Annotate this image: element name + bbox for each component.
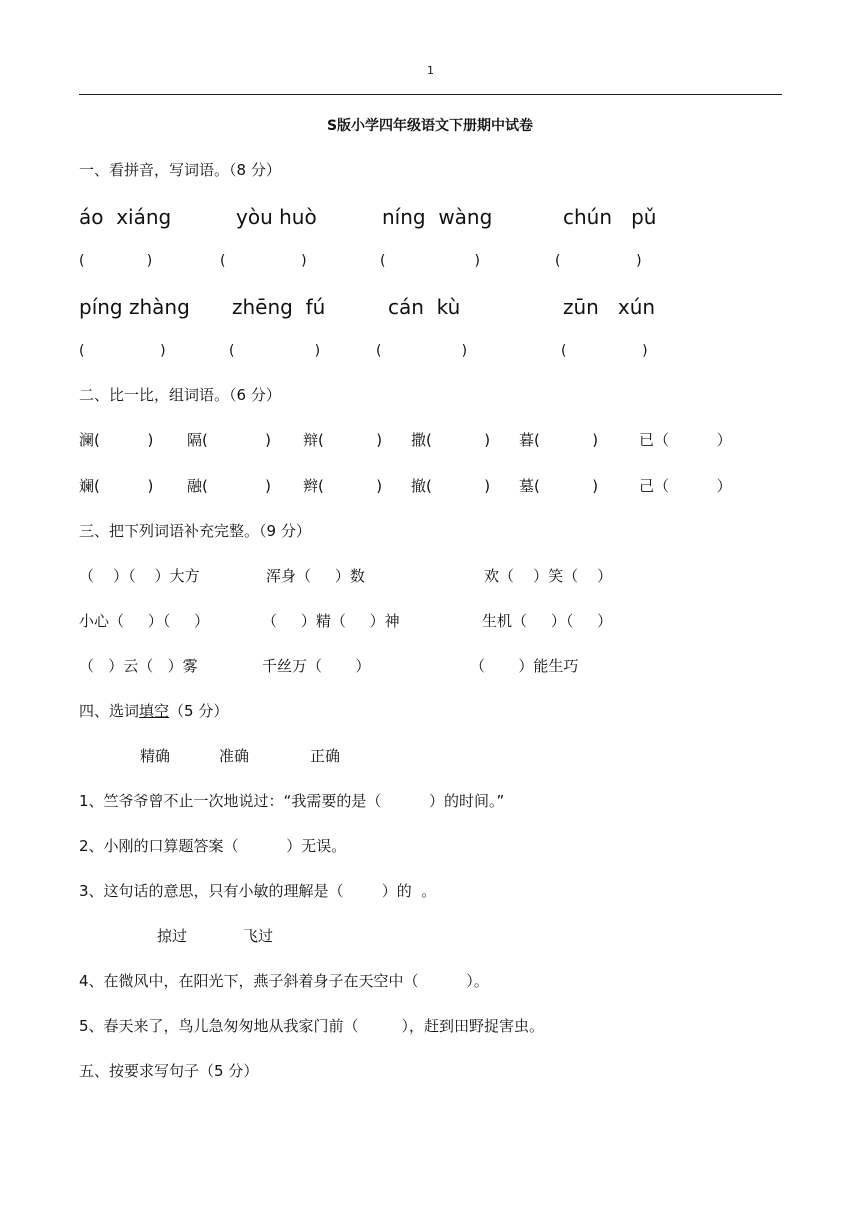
compare-item[interactable]: 辩( ) [303, 431, 383, 449]
pinyin-item: zūn xún [563, 295, 656, 319]
fill-question[interactable]: 2、小刚的口算题答案（ ）无误。 [79, 837, 347, 855]
word-choice: 掠过 [157, 927, 188, 945]
idiom-item[interactable]: 欢（ ）笑（ ） [484, 567, 613, 585]
compare-item[interactable]: 撒( ) [411, 431, 491, 449]
pinyin-item: yòu huò [236, 205, 317, 229]
compare-item[interactable]: 己（ ） [639, 477, 732, 495]
compare-item[interactable]: 澜( ) [79, 431, 154, 449]
compare-item[interactable]: 墓( ) [519, 477, 599, 495]
idiom-item[interactable]: 生机（ ）（ ） [482, 612, 613, 630]
word-choice: 精确 [140, 747, 171, 765]
pinyin-item: áo xiáng [79, 205, 172, 229]
compare-item[interactable]: 已（ ） [639, 431, 732, 449]
page-number: 1 [427, 64, 434, 77]
fill-question[interactable]: 4、在微风中，在阳光下，燕子斜着身子在天空中（ ）。 [79, 972, 489, 990]
fill-question[interactable]: 3、这句话的意思，只有小敏的理解是（ ）的 。 [79, 882, 437, 900]
fill-question[interactable]: 5、春天来了，鸟儿急匆匆地从我家门前（ ），赶到田野捉害虫。 [79, 1017, 544, 1035]
heading-prefix: 四、选词 [79, 702, 140, 720]
idiom-item[interactable]: （ ）（ ）大方 [79, 567, 200, 585]
idiom-item[interactable]: 千丝万（ ） [262, 657, 371, 675]
answer-blank[interactable]: ( ) [555, 253, 642, 269]
pinyin-item: chún pǔ [563, 205, 657, 229]
word-choice: 飞过 [243, 927, 274, 945]
pinyin-item: cán kù [388, 295, 461, 319]
section3-heading: 三、把下列词语补充完整。（9 分） [79, 522, 311, 540]
compare-item[interactable]: 辫( ) [303, 477, 383, 495]
section5-heading: 五、按要求写句子（5 分） [79, 1062, 259, 1080]
answer-blank[interactable]: ( ) [561, 343, 648, 359]
heading-underlined: 填空 [139, 702, 170, 720]
compare-item[interactable]: 暮( ) [519, 431, 599, 449]
compare-item[interactable]: 斓( ) [79, 477, 154, 495]
page-title: S版小学四年级语文下册期中试卷 [326, 118, 534, 134]
word-choice: 准确 [219, 747, 250, 765]
header-rule [79, 94, 782, 95]
pinyin-item: níng wàng [382, 205, 493, 229]
answer-blank[interactable]: ( ) [220, 253, 307, 269]
answer-blank[interactable]: ( ) [79, 343, 166, 359]
answer-blank[interactable]: ( ) [380, 253, 480, 269]
pinyin-item: píng zhàng [79, 295, 190, 319]
idiom-item[interactable]: （ ）能生巧 [470, 657, 579, 675]
idiom-item[interactable]: （ ）云（ ）雾 [79, 657, 198, 675]
section1-heading: 一、看拼音，写词语。（8 分） [79, 161, 281, 179]
section4-heading [79, 704, 228, 719]
idiom-item[interactable]: （ ）精（ ）神 [262, 612, 400, 630]
fill-question[interactable]: 1、竺爷爷曾不止一次地说过：“我需要的是（ ）的时间。” [79, 792, 505, 810]
word-choice: 正确 [310, 747, 341, 765]
section2-heading: 二、比一比，组词语。（6 分） [79, 386, 281, 404]
heading-suffix: （5 分） [169, 702, 229, 720]
idiom-item[interactable]: 浑身（ ）数 [266, 567, 365, 585]
idiom-item[interactable]: 小心（ ）（ ） [79, 612, 210, 630]
answer-blank[interactable]: ( ) [376, 343, 468, 359]
answer-blank[interactable]: ( ) [229, 343, 321, 359]
compare-item[interactable]: 融( ) [187, 477, 271, 495]
compare-item[interactable]: 隔( ) [187, 431, 271, 449]
compare-item[interactable]: 撤( ) [411, 477, 491, 495]
answer-blank[interactable]: ( ) [79, 253, 153, 269]
pinyin-item: zhēng fú [232, 295, 326, 319]
